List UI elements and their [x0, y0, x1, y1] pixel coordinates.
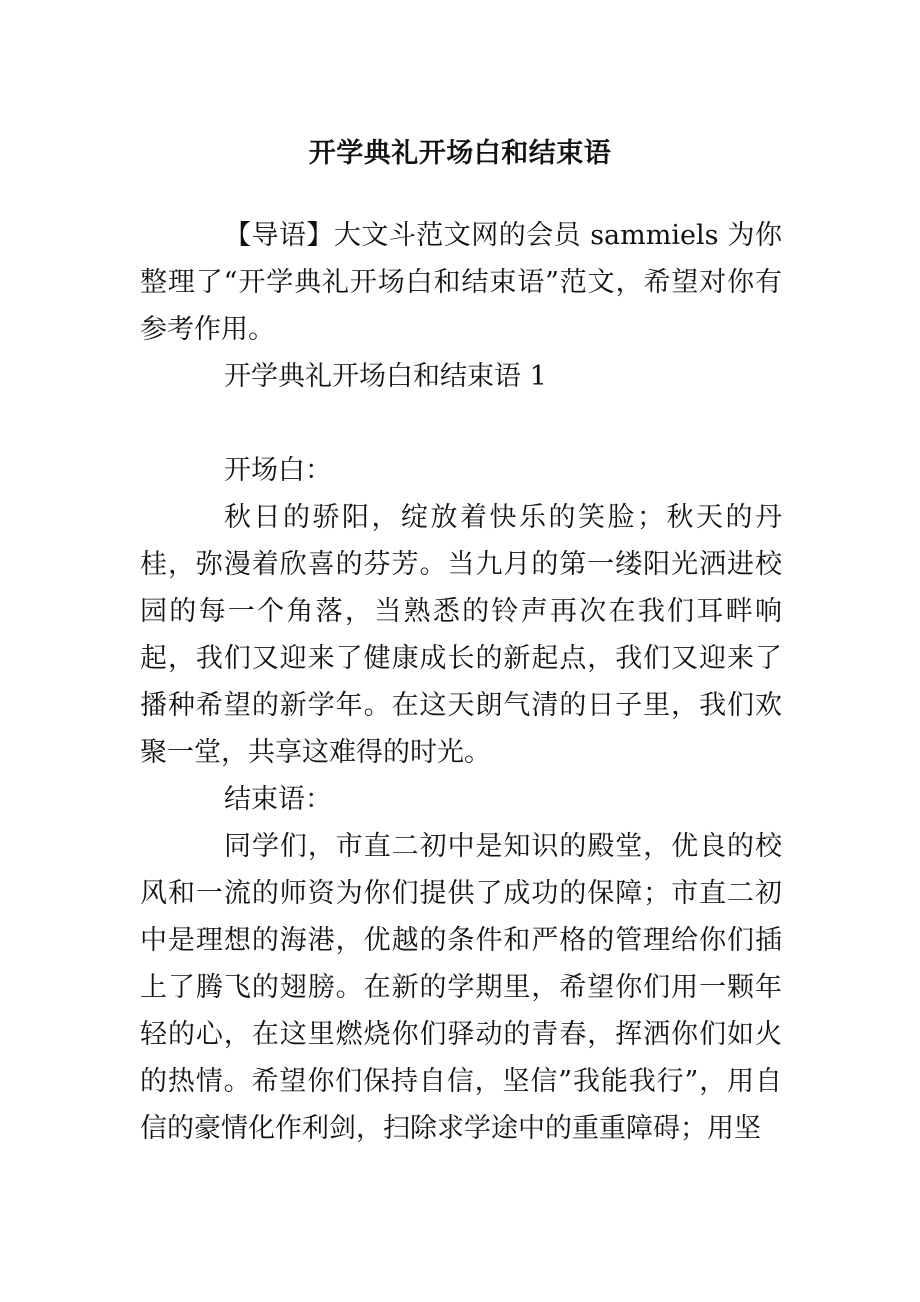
opening-label: 开场白： — [224, 455, 332, 486]
closing-paragraph: 同学们，市直二初中是知识的殿堂，优良的校风和一流的师资为你们提供了成功的保障；市直二初中是理想的海港，优越的条件和严格的管理给你们插上了腾飞的翅膀。在新的学期里，希望你们用一颗年轻的心，在这里燃烧你们驿动的青春，挥洒你们如火的热情。希望你们保持自信，坚信”我能我行”，用自信的豪情化作利剑，扫除求学途中的重重障碍；用坚 — [140, 831, 782, 1144]
opening-paragraph: 秋日的骄阳，绽放着快乐的笑脸；秋天的丹桂，弥漫着欣喜的芬芳。当九月的第一缕阳光洒进校园的每一个角落，当熟悉的铃声再次在我们耳畔响起，我们又迎来了健康成长的新起点，我们又迎来了播种希望的新学年。在这天朗气清的日子里，我们欢聚一堂，共享这难得的时光。 — [140, 502, 782, 768]
intro-paragraph: 【导语】大文斗范文网的会员 sammiels 为你整理了“开学典礼开场白和结束语”范文，希望对你有参考作用。 — [140, 220, 782, 345]
closing-label: 结束语： — [224, 784, 332, 815]
document-title: 开学典礼开场白和结束语 — [308, 138, 612, 170]
section-heading: 开学典礼开场白和结束语 1 — [224, 361, 547, 392]
document-body — [140, 212, 782, 1152]
